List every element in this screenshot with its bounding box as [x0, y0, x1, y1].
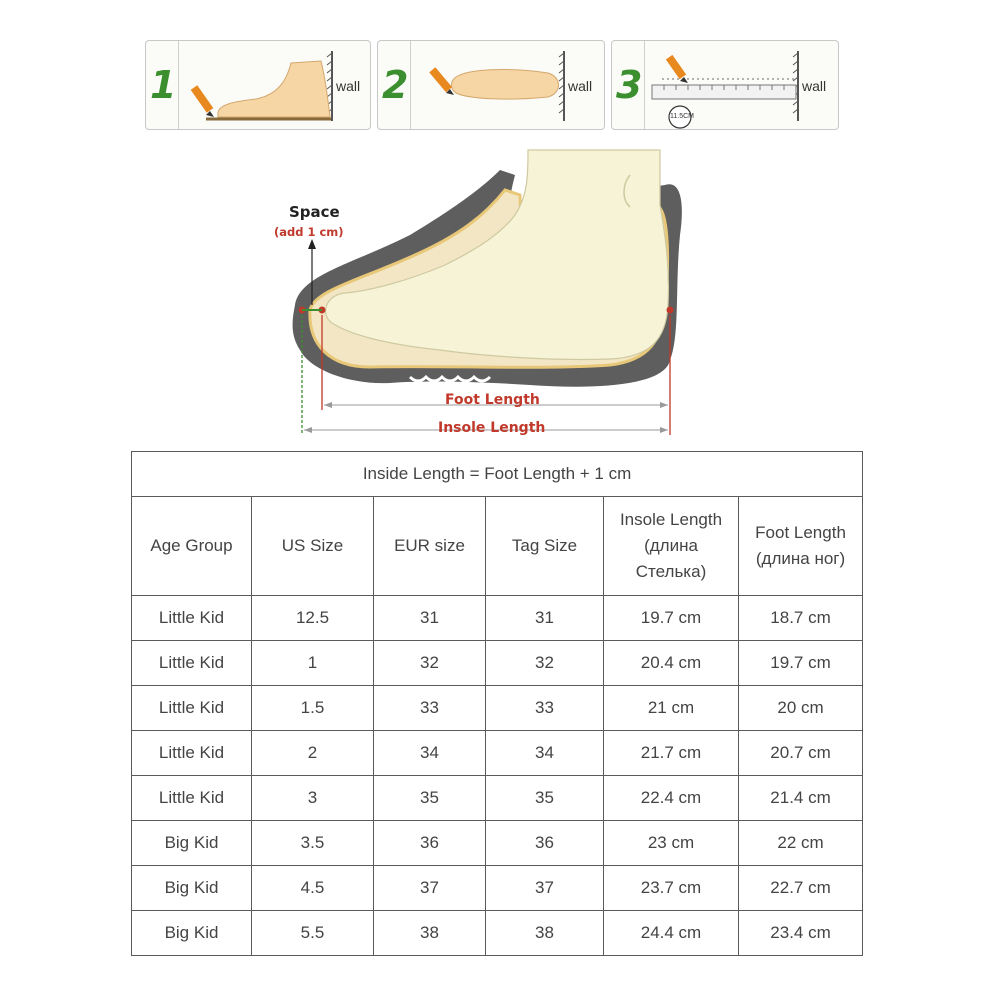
cell-insole-length: 24.4 cm	[604, 911, 739, 956]
step-2-number: 2	[382, 63, 409, 107]
table-header-row	[132, 497, 863, 596]
space-sublabel: (add 1 cm)	[274, 225, 344, 239]
ruler-reading: 11.5CM	[670, 113, 694, 120]
cell-eur-size: 38	[374, 911, 486, 956]
header-foot-length	[739, 497, 863, 596]
step-2-panel	[377, 40, 605, 130]
cell-age-group: Little Kid	[132, 776, 252, 821]
cell-insole-length: 21 cm	[604, 686, 739, 731]
cell-tag-size: 32	[486, 641, 604, 686]
cell-foot-length: 23.4 cm	[739, 911, 863, 956]
cell-foot-length: 22.7 cm	[739, 866, 863, 911]
step-1-wall-label: wall	[336, 78, 361, 94]
foot-side-icon	[218, 61, 330, 117]
cell-us-size: 5.5	[252, 911, 374, 956]
cell-tag-size: 38	[486, 911, 604, 956]
table-row	[132, 686, 863, 731]
header-eur-size: EUR size	[374, 497, 486, 596]
insole-length-label: Insole Length	[438, 420, 546, 436]
pencil-icon	[666, 55, 688, 83]
cell-age-group: Big Kid	[132, 821, 252, 866]
step-3-panel	[611, 40, 839, 130]
cell-age-group: Little Kid	[132, 641, 252, 686]
cell-insole-length: 23.7 cm	[604, 866, 739, 911]
table-row	[132, 596, 863, 641]
cell-tag-size: 37	[486, 866, 604, 911]
cell-insole-length: 20.4 cm	[604, 641, 739, 686]
cell-us-size: 4.5	[252, 866, 374, 911]
cell-insole-length: 21.7 cm	[604, 731, 739, 776]
size-chart-table	[131, 451, 863, 956]
cell-tag-size: 31	[486, 596, 604, 641]
table-row	[132, 911, 863, 956]
cell-eur-size: 34	[374, 731, 486, 776]
cell-eur-size: 32	[374, 641, 486, 686]
space-label: Space	[289, 203, 340, 221]
cell-foot-length: 21.4 cm	[739, 776, 863, 821]
pencil-icon	[191, 85, 214, 117]
cell-insole-length: 23 cm	[604, 821, 739, 866]
cell-eur-size: 36	[374, 821, 486, 866]
cell-eur-size: 37	[374, 866, 486, 911]
header-us-size: US Size	[252, 497, 374, 596]
cell-eur-size: 35	[374, 776, 486, 821]
header-age-group: Age Group	[132, 497, 252, 596]
cell-age-group: Little Kid	[132, 731, 252, 776]
table-row	[132, 731, 863, 776]
header-tag-size: Tag Size	[486, 497, 604, 596]
cell-us-size: 2	[252, 731, 374, 776]
foot-top-icon	[452, 70, 559, 100]
cell-insole-length: 22.4 cm	[604, 776, 739, 821]
step-3-wall-label: wall	[802, 78, 827, 94]
table-title: Inside Length = Foot Length + 1 cm	[132, 452, 863, 497]
header-foot-length-ru: (длина ног)	[755, 549, 846, 568]
cell-us-size: 12.5	[252, 596, 374, 641]
cell-us-size: 3.5	[252, 821, 374, 866]
cell-eur-size: 33	[374, 686, 486, 731]
cell-us-size: 1.5	[252, 686, 374, 731]
cell-tag-size: 36	[486, 821, 604, 866]
header-insole-length-ru-1: (длина	[644, 536, 698, 555]
cell-foot-length: 19.7 cm	[739, 641, 863, 686]
heel-marker	[667, 307, 674, 314]
table-row	[132, 866, 863, 911]
cell-insole-length: 19.7 cm	[604, 596, 739, 641]
cell-foot-length: 20 cm	[739, 686, 863, 731]
cell-eur-size: 31	[374, 596, 486, 641]
table-row	[132, 641, 863, 686]
cell-age-group: Big Kid	[132, 866, 252, 911]
pencil-icon	[429, 67, 454, 95]
header-insole-length	[604, 497, 739, 596]
step-2-wall-label: wall	[568, 78, 593, 94]
header-insole-length-en: Insole Length	[619, 510, 723, 529]
cell-age-group: Big Kid	[132, 911, 252, 956]
cell-foot-length: 18.7 cm	[739, 596, 863, 641]
cell-us-size: 1	[252, 641, 374, 686]
step-1-number: 1	[150, 63, 177, 107]
cell-age-group: Little Kid	[132, 686, 252, 731]
table-row	[132, 821, 863, 866]
cell-tag-size: 33	[486, 686, 604, 731]
header-insole-length-ru-2: Стелька)	[635, 562, 707, 581]
cell-tag-size: 34	[486, 731, 604, 776]
cell-age-group: Little Kid	[132, 596, 252, 641]
cell-tag-size: 35	[486, 776, 604, 821]
step-1-panel	[145, 40, 371, 130]
cell-foot-length: 20.7 cm	[739, 731, 863, 776]
table-row	[132, 776, 863, 821]
cell-foot-length: 22 cm	[739, 821, 863, 866]
header-foot-length-en: Foot Length	[755, 523, 846, 542]
step-3-number: 3	[616, 63, 643, 107]
cell-us-size: 3	[252, 776, 374, 821]
foot-length-label: Foot Length	[445, 392, 540, 408]
